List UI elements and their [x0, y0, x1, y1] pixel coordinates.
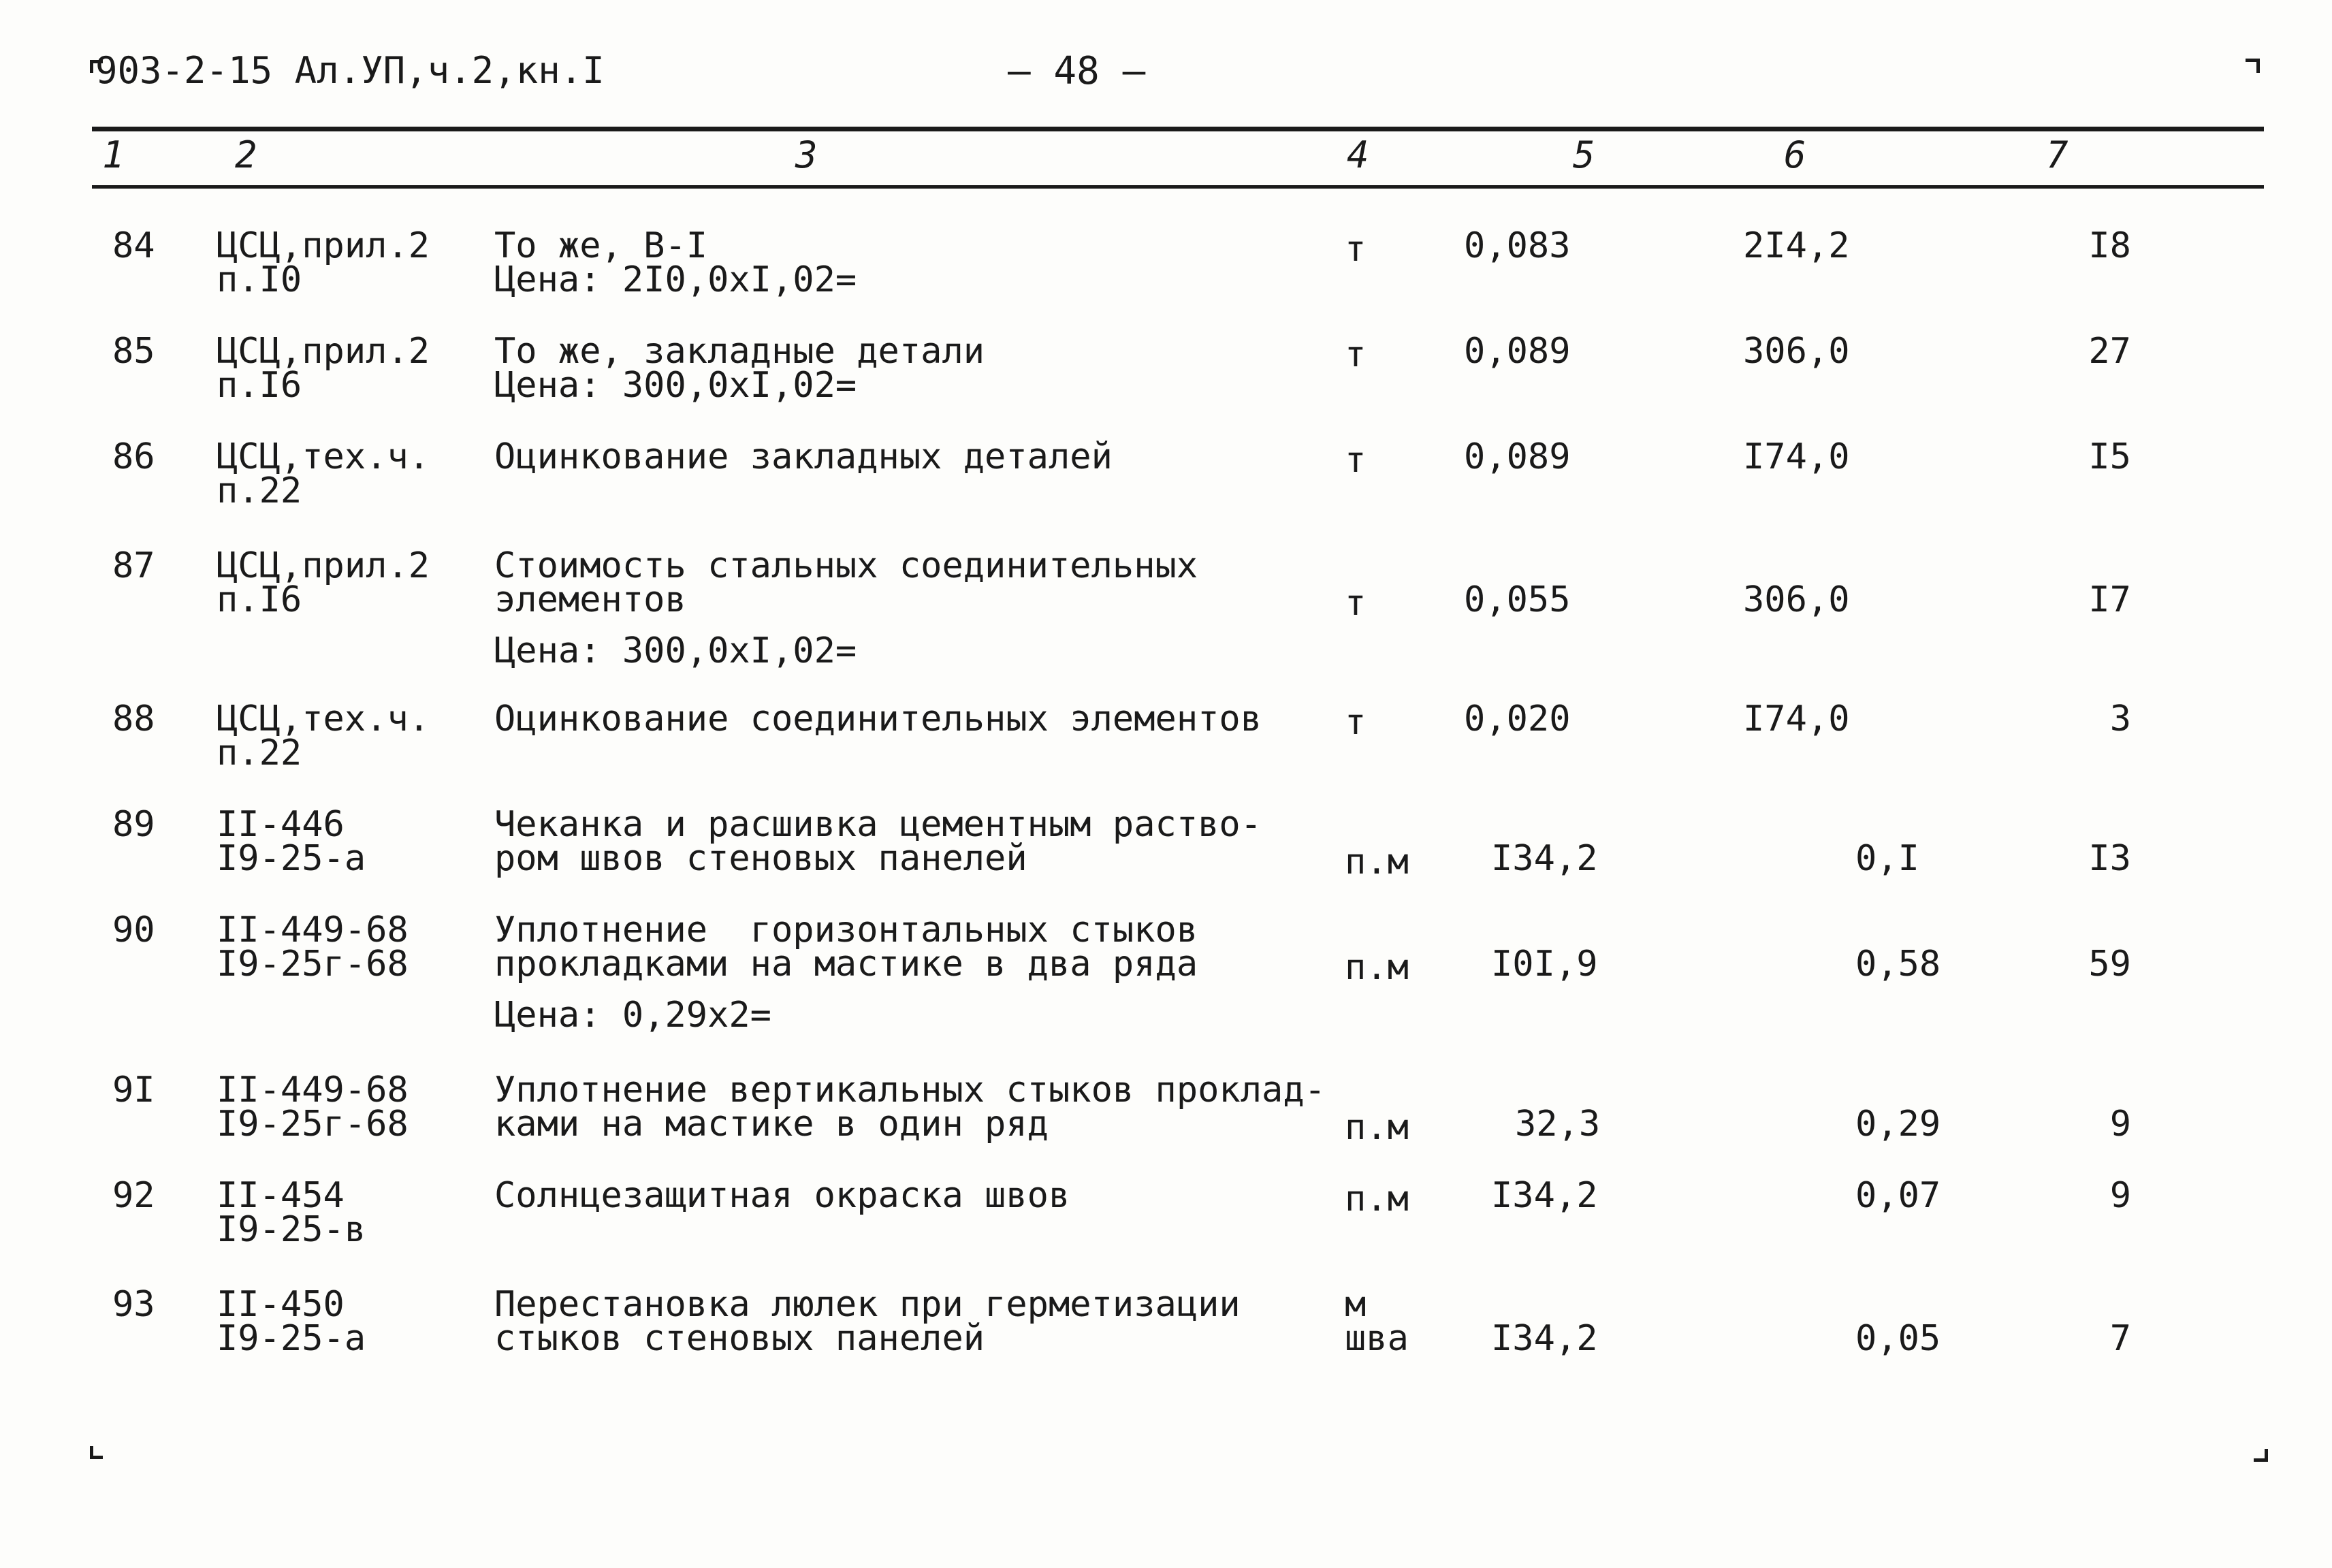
reference-line-2: I9-25-в [217, 1209, 366, 1250]
quantity: I34,2 [1491, 1175, 1598, 1216]
unit-price: 0,07 [1855, 1175, 1941, 1216]
description-line-1: Уплотнение горизонтальных стыков [494, 910, 1198, 950]
row-number: 87 [112, 545, 155, 586]
column-number-4: 4 [1347, 133, 1369, 176]
quantity: 0,020 [1464, 699, 1571, 739]
column-number-3: 3 [795, 133, 818, 176]
reference-line-2: I9-25г-68 [217, 1104, 409, 1145]
unit: п.м [1345, 947, 1409, 988]
reference-line-2: п.I6 [217, 365, 302, 406]
unit-price: 0,58 [1855, 944, 1941, 985]
unit: т [1345, 334, 1367, 375]
description-line-2: ром швов стеновых панелей [494, 838, 1027, 879]
total-cost: 9 [2109, 1175, 2131, 1216]
reference-line-1: II-449-68 [217, 1070, 409, 1110]
reference-line-1: II-450 [217, 1284, 345, 1325]
description-line-1: Стоимость стальных соединительных [494, 545, 1198, 586]
unit-price: 0,29 [1855, 1104, 1941, 1145]
description-line-2: элементов [494, 579, 686, 620]
column-number-7: 7 [2046, 133, 2069, 176]
corner-mark-top-right [2246, 59, 2260, 73]
description-line-1: Оцинкование соединительных элементов [494, 699, 1262, 739]
reference-line-2: I9-25г-68 [217, 944, 409, 985]
description-line-1: Солнцезащитная окраска швов [494, 1175, 1070, 1216]
description-line-1: Перестановка люлек при герметизации [494, 1284, 1241, 1325]
column-number-5: 5 [1573, 133, 1595, 176]
reference-line-1: II-449-68 [217, 910, 409, 950]
reference-line-2: I9-25-а [217, 838, 366, 879]
unit-line-1: м [1345, 1284, 1367, 1325]
description-line-2: Цена: 2I0,0xI,02= [494, 259, 857, 300]
reference-line-2: I9-25-а [217, 1318, 366, 1359]
description-line-3: Цена: 0,29x2= [494, 995, 771, 1036]
column-number-2: 2 [235, 133, 257, 176]
column-number-6: 6 [1784, 133, 1806, 176]
quantity: 0,083 [1464, 225, 1571, 266]
unit: т [1345, 229, 1367, 270]
row-number: 93 [112, 1284, 155, 1325]
row-number: 84 [112, 225, 155, 266]
unit: т [1345, 702, 1367, 743]
total-cost: I5 [2088, 436, 2131, 477]
description-line-1: Оцинкование закладных деталей [494, 436, 1113, 477]
unit: п.м [1345, 1107, 1409, 1148]
total-cost: I7 [2088, 579, 2131, 620]
quantity: 0,089 [1464, 331, 1571, 372]
column-number-1: 1 [102, 133, 125, 176]
quantity: 0,089 [1464, 436, 1571, 477]
unit-price: 306,0 [1743, 331, 1850, 372]
quantity: I34,2 [1491, 838, 1598, 879]
unit-price: I74,0 [1743, 699, 1850, 739]
quantity: 0,055 [1464, 579, 1571, 620]
row-number: 85 [112, 331, 155, 372]
unit-price: I74,0 [1743, 436, 1850, 477]
description-line-1: Уплотнение вертикальных стыков проклад- [494, 1070, 1326, 1110]
total-cost: I3 [2088, 838, 2131, 879]
total-cost: 59 [2088, 944, 2131, 985]
description-line-2: прокладками на мастике в два ряда [494, 944, 1198, 985]
unit: т [1345, 583, 1367, 624]
total-cost: 9 [2109, 1104, 2131, 1145]
row-number: 9I [112, 1070, 155, 1110]
unit: п.м [1345, 1179, 1409, 1219]
unit-line-2: шва [1345, 1318, 1409, 1359]
reference-line-2: п.I6 [217, 579, 302, 620]
reference-line-1: ЦСЦ,тех.ч. [217, 436, 430, 477]
total-cost: 27 [2088, 331, 2131, 372]
quantity: I0I,9 [1491, 944, 1598, 985]
reference-line-1: ЦСЦ,прил.2 [217, 225, 430, 266]
description-line-3: Цена: 300,0xI,02= [494, 630, 857, 671]
reference-line-1: II-446 [217, 804, 345, 845]
description-line-2: стыков стеновых панелей [494, 1318, 985, 1359]
row-number: 89 [112, 804, 155, 845]
unit-price: 0,05 [1855, 1318, 1941, 1359]
header-rule-bottom [92, 185, 2264, 189]
quantity: 32,3 [1515, 1104, 1601, 1145]
reference-line-2: п.22 [217, 470, 302, 511]
reference-line-1: II-454 [217, 1175, 345, 1216]
unit: п.м [1345, 842, 1409, 882]
reference-line-2: п.I0 [217, 259, 302, 300]
reference-line-1: ЦСЦ,прил.2 [217, 331, 430, 372]
row-number: 88 [112, 699, 155, 739]
row-number: 90 [112, 910, 155, 950]
unit-price: 306,0 [1743, 579, 1850, 620]
description-line-1: То же, В-I [494, 225, 708, 266]
reference-line-1: ЦСЦ,прил.2 [217, 545, 430, 586]
document-code: 903-2-15 Ал.УП,ч.2,кн.I [95, 49, 605, 92]
description-line-2: Цена: 300,0xI,02= [494, 365, 857, 406]
corner-mark-bottom-left [90, 1446, 103, 1459]
description-line-1: То же, закладные детали [494, 331, 985, 372]
unit: т [1345, 440, 1367, 481]
description-line-1: Чеканка и расшивка цементным раство- [494, 804, 1262, 845]
total-cost: I8 [2088, 225, 2131, 266]
row-number: 92 [112, 1175, 155, 1216]
unit-price: 2I4,2 [1743, 225, 1850, 266]
corner-mark-bottom-right [2254, 1449, 2268, 1462]
quantity: I34,2 [1491, 1318, 1598, 1359]
row-number: 86 [112, 436, 155, 477]
description-line-2: ками на мастике в один ряд [494, 1104, 1049, 1145]
unit-price: 0,I [1855, 838, 1919, 879]
reference-line-2: п.22 [217, 733, 302, 773]
header-rule-top [92, 127, 2264, 131]
total-cost: 7 [2109, 1318, 2131, 1359]
page-number: — 48 — [1008, 49, 1146, 93]
reference-line-1: ЦСЦ,тех.ч. [217, 699, 430, 739]
total-cost: 3 [2109, 699, 2131, 739]
